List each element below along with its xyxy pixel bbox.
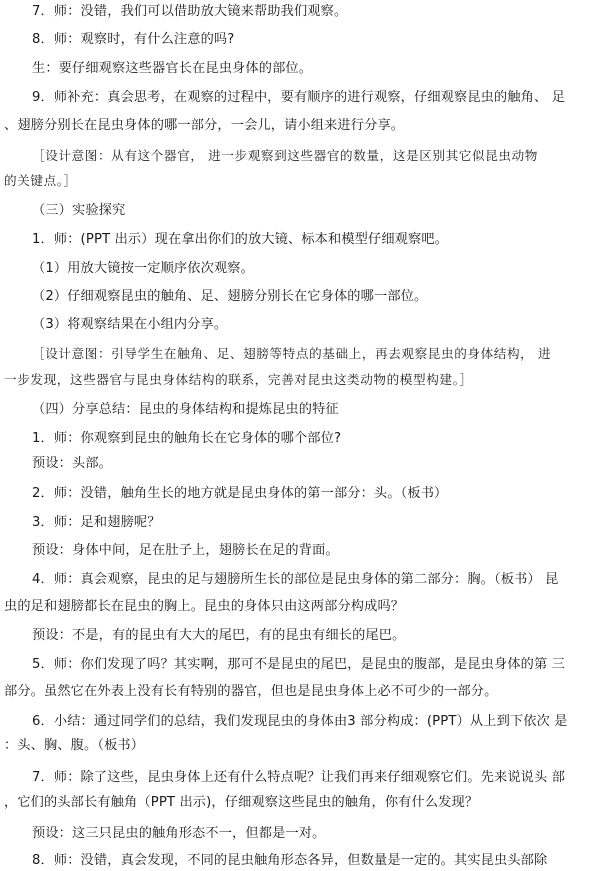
text-line: （2）仔细观察昆虫的触角、足、翅膀分别长在它身体的哪一部位。 <box>32 289 428 304</box>
text-line: 5．师：你们发现了吗？其实啊，那可不是昆虫的尾巴，是昆虫的腹部，是昆虫身体的第 三 <box>32 657 566 672</box>
text-line: 预设：这三只昆虫的触角形态不一，但都是一对。 <box>32 826 326 841</box>
text-line: 预设：头部。 <box>32 456 113 471</box>
text-line: 预设：身体中间，足在肚子上，翅膀长在足的背面。 <box>32 543 339 558</box>
text-line: 4．师：真会观察，昆虫的足与翅膀所生长的部位是昆虫身体的第二部分：胸。（板书） 昆 <box>32 572 559 587</box>
text-line: 7．师：除了这些，昆虫身体上还有什么特点呢？让我们再来仔细观察它们。先来说说头 部 <box>32 770 566 785</box>
text-line: 、翅膀分别长在昆虫身体的哪一部分，一会儿，请小组来进行分享。 <box>4 118 405 133</box>
design-intent-line: ［设计意图：从有这个器官， 进一步观察到这些器官的数量，这是区别其它似昆虫动物 <box>32 148 538 163</box>
text-line: 2．师：没错，触角生长的地方就是昆虫身体的第一部分：头。（板书） <box>32 486 448 501</box>
text-line: 部分。虽然它在外表上没有长有特别的器官，但也是昆虫身体上必不可少的一部分。 <box>4 684 498 699</box>
text-line: 8．师：观察时，有什么注意的吗? <box>32 32 235 47</box>
text-line: ，它们的头部长有触角（PPT 出示)，仔细观察这些昆虫的触角，你有什么发现？ <box>4 795 479 810</box>
design-intent-line: 一步发现，这些器官与昆虫身体结构的联系，完善对昆虫这类动物的模型构建。］ <box>4 372 473 387</box>
text-line: 1．师：(PPT 出示）现在拿出你们的放大镜、标本和模型仔细观察吧。 <box>32 232 449 247</box>
text-line: 1．师：你观察到昆虫的触角长在它身体的哪个部位? <box>32 431 342 446</box>
text-line: 8．师：没错，真会发现，不同的昆虫触角形态各异，但数量是一定的。其实昆虫头部除 <box>32 853 548 868</box>
text-line: 6．小结：通过同学们的总结，我们发现昆虫的身体由3 部分构成：(PPT）从上到下依次 是 <box>32 714 568 729</box>
text-line: ：头、胸、腹。（板书） <box>4 738 145 753</box>
design-intent-line: 的关键点。］ <box>4 173 77 188</box>
text-line: 7．师：没错，我们可以借助放大镜来帮助我们观察。 <box>32 4 348 19</box>
text-line: （3）将观察结果在小组内分享。 <box>32 317 228 332</box>
text-line: （1）用放大镜按一定顺序依次观察。 <box>32 261 254 276</box>
text-line: 3．师：足和翅膀呢？ <box>32 515 161 530</box>
section-heading: （三）实验探究 <box>32 203 126 218</box>
text-line: 预设：不是，有的昆虫有大大的尾巴，有的昆虫有细长的尾巴。 <box>32 628 406 643</box>
text-line: 9．师补充：真会思考，在观察的过程中，要有顺序的进行观察，仔细观察昆虫的触角、 足 <box>32 90 566 105</box>
section-heading: （四）分享总结：昆虫的身体结构和提炼昆虫的特征 <box>32 402 339 417</box>
text-line: 生：要仔细观察这些器官长在昆虫身体的部位。 <box>32 61 313 76</box>
text-line: 虫的足和翅膀都长在昆虫的胸上。昆虫的身体只由这两部分构成吗？ <box>4 599 405 614</box>
design-intent-line: ［设计意图：引导学生在触角、足、翅膀等特点的基础上，再去观察昆虫的身体结构， 进 <box>32 346 552 361</box>
